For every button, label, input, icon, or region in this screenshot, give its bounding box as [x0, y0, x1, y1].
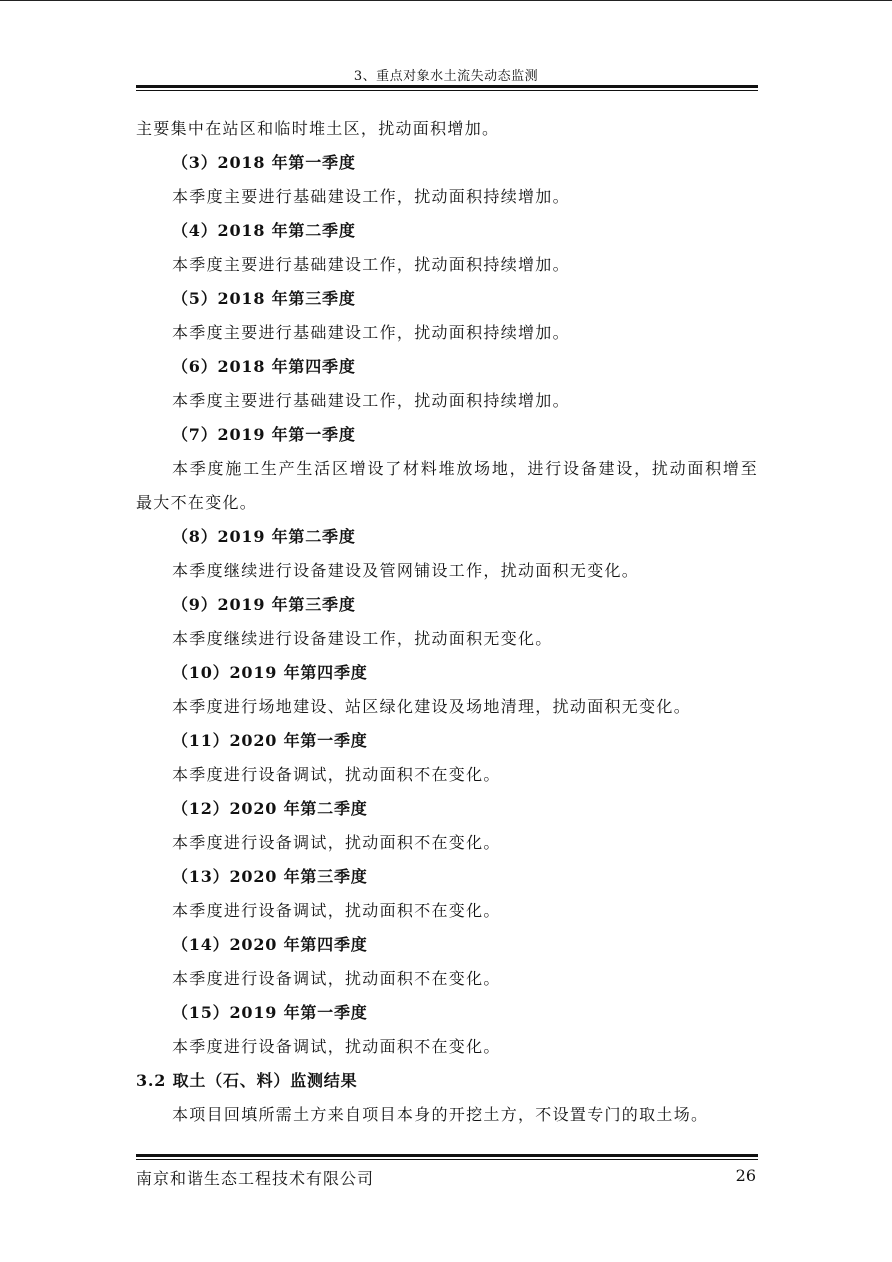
section-paragraph: 本季度进行设备调试，扰动面积不在变化。	[172, 833, 501, 852]
section-heading: （12）2020 年第二季度	[172, 799, 368, 818]
section-paragraph: 本季度进行设备调试，扰动面积不在变化。	[172, 765, 501, 784]
section-heading: （8）2019 年第二季度	[172, 527, 356, 546]
section-heading: （7）2019 年第一季度	[172, 425, 356, 444]
header-rule-thick	[136, 85, 758, 88]
subsection-heading-3-2: 3.2 取土（石、料）监测结果	[136, 1071, 358, 1090]
section-heading: （4）2018 年第二季度	[172, 221, 356, 240]
section-paragraph: 本季度进行设备调试，扰动面积不在变化。	[172, 901, 501, 920]
section-heading: （10）2019 年第四季度	[172, 663, 368, 682]
footer-organization: 南京和谐生态工程技术有限公司	[136, 1169, 375, 1188]
section-paragraph: 本季度主要进行基础建设工作，扰动面积持续增加。	[172, 323, 570, 342]
footer-rule-thick	[136, 1154, 758, 1157]
header-rule-thin	[136, 90, 758, 91]
footer-rule-thin	[136, 1159, 758, 1160]
section-heading: （11）2020 年第一季度	[172, 731, 368, 750]
intro-paragraph: 主要集中在站区和临时堆土区，扰动面积增加。	[136, 119, 500, 138]
section-paragraph-wrapped: 本季度施工生产生活区增设了材料堆放场地，进行设备建设，扰动面积增至最大不在变化。	[136, 459, 758, 512]
section-heading: （5）2018 年第三季度	[172, 289, 356, 308]
running-header: 3、重点对象水土流失动态监测	[353, 69, 539, 84]
section-paragraph: 本季度继续进行设备建设工作，扰动面积无变化。	[172, 629, 553, 648]
section-heading: （9）2019 年第三季度	[172, 595, 356, 614]
section-paragraph: 本季度进行设备调试，扰动面积不在变化。	[172, 969, 501, 988]
document-body	[136, 112, 758, 1132]
section-paragraph: 本季度进行设备调试，扰动面积不在变化。	[172, 1037, 501, 1056]
section-paragraph: 本季度主要进行基础建设工作，扰动面积持续增加。	[172, 187, 570, 206]
subsection-paragraph-3-2: 本项目回填所需土方来自项目本身的开挖土方，不设置专门的取土场。	[172, 1105, 709, 1124]
section-heading: （3）2018 年第一季度	[172, 153, 356, 172]
section-heading: （13）2020 年第三季度	[172, 867, 368, 886]
section-paragraph: 本季度继续进行设备建设及管网铺设工作，扰动面积无变化。	[172, 561, 640, 580]
section-paragraph: 本季度主要进行基础建设工作，扰动面积持续增加。	[172, 391, 570, 410]
section-heading: （14）2020 年第四季度	[172, 935, 368, 954]
page-top-border	[0, 0, 892, 1]
section-heading: （6）2018 年第四季度	[172, 357, 356, 376]
section-paragraph: 本季度进行场地建设、站区绿化建设及场地清理，扰动面积无变化。	[172, 697, 692, 716]
section-paragraph: 本季度主要进行基础建设工作，扰动面积持续增加。	[172, 255, 570, 274]
page-number: 26	[735, 1166, 756, 1185]
section-heading: （15）2019 年第一季度	[172, 1003, 368, 1022]
